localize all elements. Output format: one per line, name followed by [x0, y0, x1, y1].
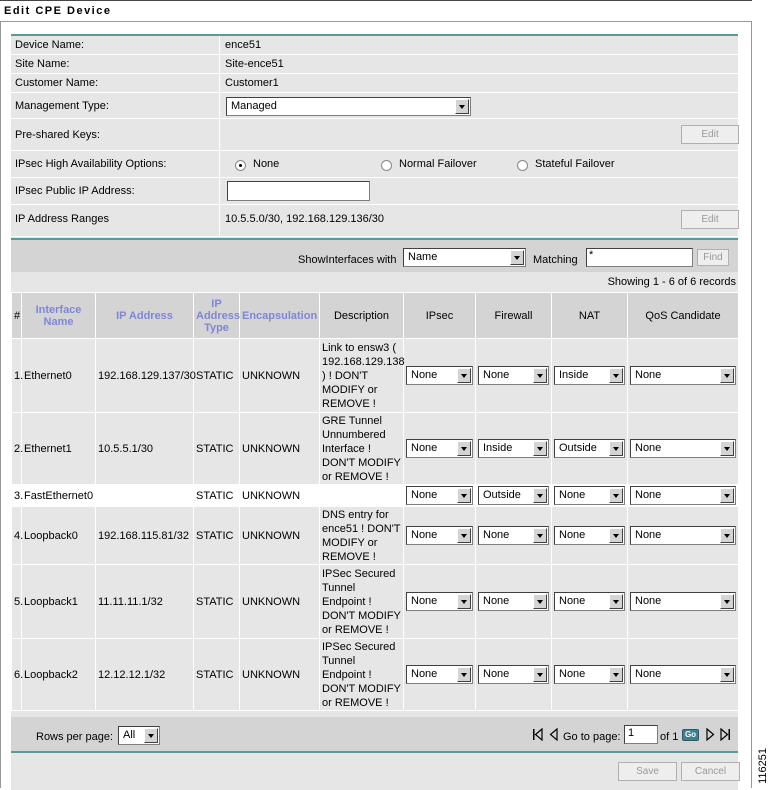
ipsec-value: None: [411, 489, 438, 501]
nat-select[interactable]: [554, 592, 625, 611]
ha-none-label: None: [253, 158, 280, 170]
nat-value: None: [559, 529, 586, 541]
ip-address: 192.168.115.81/32: [96, 507, 194, 565]
qos-value: None: [635, 489, 662, 501]
row-number: 3.: [12, 485, 22, 507]
page-title: Edit CPE Device: [0, 0, 752, 22]
nat-value: None: [559, 668, 586, 680]
qos-value: None: [635, 668, 662, 680]
show-field-value: Name: [408, 251, 438, 263]
edit-form-panel: [11, 34, 738, 788]
firewall-select[interactable]: [478, 665, 549, 684]
firewall-select[interactable]: [478, 439, 549, 458]
description: GRE Tunnel Unnumbered Interface ! DON'T MODIFY or REMOVE !: [320, 413, 404, 485]
qos-select[interactable]: [630, 526, 736, 545]
ipsec-value: None: [411, 442, 438, 454]
go-to-page-label: Go to page:: [563, 731, 621, 743]
chevron-down-icon: [720, 368, 734, 383]
table-row: [12, 485, 739, 507]
description: DNS entry for ence51 ! DON'T MODIFY or REMOVE !: [320, 507, 404, 565]
previous-page-icon[interactable]: [548, 728, 560, 741]
encapsulation: UNKNOWN: [240, 507, 320, 565]
chevron-down-icon: [533, 594, 547, 609]
nat-select[interactable]: [554, 665, 625, 684]
ip-ranges-value: 10.5.5.0/30, 192.168.129.136/30: [225, 213, 385, 225]
row-number: 2.: [12, 413, 22, 485]
chevron-down-icon: [609, 488, 623, 503]
customer-name-value: Customer1: [225, 77, 279, 89]
firewall-cell: [476, 485, 552, 507]
management-type-row: [11, 93, 738, 119]
col-ipsec-header: IPsec: [404, 293, 476, 339]
firewall-value: None: [483, 529, 510, 541]
chevron-down-icon: [609, 528, 623, 543]
qos-value: None: [635, 369, 662, 381]
ipsec-select[interactable]: [406, 665, 473, 684]
show-interfaces-label: ShowInterfaces with: [298, 254, 397, 266]
chevron-down-icon: [533, 488, 547, 503]
firewall-select[interactable]: [478, 526, 549, 545]
rows-per-page-label: Rows per page:: [36, 731, 114, 743]
nat-cell: [552, 565, 628, 639]
chevron-down-icon: [457, 667, 471, 682]
ip-ranges-row: [11, 205, 738, 237]
nat-cell: [552, 413, 628, 485]
cancel-button[interactable]: Cancel: [681, 762, 740, 781]
col-ip-address-header[interactable]: IP Address: [96, 293, 194, 339]
interface-name: Ethernet0: [22, 339, 96, 413]
col-encapsulation-header[interactable]: Encapsulation: [240, 293, 320, 339]
nat-select[interactable]: [554, 439, 625, 458]
description: [320, 485, 404, 507]
figure-id: 116251: [757, 748, 769, 784]
chevron-down-icon: [533, 528, 547, 543]
qos-value: None: [635, 529, 662, 541]
chevron-down-icon: [609, 594, 623, 609]
nat-value: Outside: [559, 442, 597, 454]
first-page-icon[interactable]: [532, 728, 544, 741]
row-number: 1.: [12, 339, 22, 413]
customer-name-label: Customer Name:: [15, 77, 99, 89]
qos-cell: [628, 485, 739, 507]
rows-per-page-value: All: [123, 729, 136, 741]
ipsec-select[interactable]: [406, 526, 473, 545]
table-row: [12, 413, 739, 485]
page-number-input[interactable]: 1: [624, 725, 658, 744]
ip-address: 192.168.129.137/30: [96, 339, 194, 413]
rows-per-page-select[interactable]: [118, 726, 160, 745]
col-firewall-header: Firewall: [476, 293, 552, 339]
ipsec-cell: [404, 485, 476, 507]
ipsec-cell: [404, 507, 476, 565]
records-count: Showing 1 - 6 of 6 records: [11, 272, 738, 292]
interface-name: Loopback0: [22, 507, 96, 565]
chevron-down-icon: [533, 667, 547, 682]
chevron-down-icon: [457, 368, 471, 383]
qos-select[interactable]: [630, 592, 736, 611]
encapsulation: UNKNOWN: [240, 339, 320, 413]
nat-cell: [552, 507, 628, 565]
ha-normal-failover-radio[interactable]: [381, 160, 392, 171]
ipsec-cell: [404, 339, 476, 413]
chevron-down-icon: [720, 594, 734, 609]
nat-cell: [552, 639, 628, 711]
nat-value: Inside: [559, 369, 589, 381]
ipsec-cell: [404, 413, 476, 485]
chevron-down-icon: [144, 728, 158, 743]
firewall-select[interactable]: [478, 592, 549, 611]
firewall-cell: [476, 339, 552, 413]
ip-address-type: STATIC: [194, 339, 240, 413]
nat-select[interactable]: [554, 486, 625, 505]
go-button[interactable]: Go: [682, 729, 699, 741]
last-page-icon[interactable]: [719, 728, 731, 741]
ipsec-ha-label: IPsec High Availability Options:: [15, 158, 167, 170]
chevron-down-icon: [533, 368, 547, 383]
interface-name: Loopback2: [22, 639, 96, 711]
qos-value: None: [635, 595, 662, 607]
description: IPSec Secured Tunnel Endpoint ! DON'T MODIFY or REMOVE !: [320, 565, 404, 639]
chevron-down-icon: [609, 368, 623, 383]
chevron-down-icon: [720, 528, 734, 543]
table-row: [12, 565, 739, 639]
qos-cell: [628, 507, 739, 565]
nat-cell: [552, 339, 628, 413]
ip-address-type: STATIC: [194, 565, 240, 639]
next-page-icon[interactable]: [704, 728, 716, 741]
management-type-select[interactable]: [226, 97, 471, 116]
customer-name-row: [11, 74, 738, 93]
qos-select[interactable]: [630, 486, 736, 505]
chevron-down-icon: [609, 441, 623, 456]
chevron-down-icon: [510, 250, 524, 265]
ipsec-public-ip-label: IPsec Public IP Address:: [15, 185, 135, 197]
firewall-cell: [476, 565, 552, 639]
site-name-label: Site Name:: [15, 58, 70, 70]
col-num-header: #: [12, 293, 22, 339]
nat-select[interactable]: [554, 526, 625, 545]
chevron-down-icon: [720, 488, 734, 503]
col-interface-name-header[interactable]: Interface Name: [22, 293, 96, 339]
col-description-header: Description: [320, 293, 404, 339]
firewall-cell: [476, 413, 552, 485]
ipsec-value: None: [411, 529, 438, 541]
qos-cell: [628, 339, 739, 413]
nat-select[interactable]: [554, 366, 625, 385]
ip-address-type: STATIC: [194, 639, 240, 711]
description: Link to ensw3 ( 192.168.129.138 ) ! DON'T MODIFY or REMOVE !: [320, 339, 404, 413]
ipsec-cell: [404, 639, 476, 711]
preshared-keys-row: [11, 119, 738, 151]
interface-name: Ethernet1: [22, 413, 96, 485]
col-ip-type-header[interactable]: IP Address Type: [194, 293, 240, 339]
table-row: [12, 507, 739, 565]
ipsec-ha-row: [11, 151, 738, 178]
ipsec-select[interactable]: [406, 592, 473, 611]
firewall-select[interactable]: [478, 366, 549, 385]
management-type-value: Managed: [231, 100, 277, 112]
interfaces-section: [11, 238, 738, 756]
qos-select[interactable]: [630, 439, 736, 458]
nat-value: None: [559, 595, 586, 607]
interface-filter-bar: [11, 240, 738, 272]
firewall-value: Inside: [483, 442, 513, 454]
site-name-value: Site-ence51: [225, 58, 284, 70]
ha-normal-failover-label: Normal Failover: [399, 158, 477, 170]
ha-none-radio[interactable]: [235, 160, 246, 171]
table-row: [12, 639, 739, 711]
encapsulation: UNKNOWN: [240, 565, 320, 639]
qos-cell: [628, 565, 739, 639]
ipsec-value: None: [411, 369, 438, 381]
find-button[interactable]: Find: [697, 249, 729, 266]
chevron-down-icon: [457, 488, 471, 503]
qos-select[interactable]: [630, 366, 736, 385]
ipsec-public-ip-input[interactable]: [227, 181, 370, 201]
firewall-cell: [476, 639, 552, 711]
col-qos-header: QoS Candidate: [628, 293, 739, 339]
interfaces-table: [11, 292, 739, 711]
row-number: 5.: [12, 565, 22, 639]
ip-ranges-edit-button[interactable]: Edit: [681, 210, 739, 229]
chevron-down-icon: [720, 667, 734, 682]
row-number: 4.: [12, 507, 22, 565]
ip-address-type: STATIC: [194, 413, 240, 485]
device-name-row: [11, 36, 738, 55]
row-number: 6.: [12, 639, 22, 711]
ipsec-public-ip-row: [11, 178, 738, 205]
ha-stateful-failover-label: Stateful Failover: [535, 158, 615, 170]
preshared-keys-edit-button[interactable]: Edit: [681, 125, 739, 144]
ip-address: 12.12.12.1/32: [96, 639, 194, 711]
save-button[interactable]: Save: [618, 762, 677, 781]
ip-address: 11.11.11.1/32: [96, 565, 194, 639]
ipsec-cell: [404, 565, 476, 639]
ipsec-select[interactable]: [406, 486, 473, 505]
chevron-down-icon: [533, 441, 547, 456]
table-row: [12, 339, 739, 413]
chevron-down-icon: [457, 441, 471, 456]
device-name-value: ence51: [225, 39, 262, 51]
ipsec-value: None: [411, 668, 438, 680]
firewall-value: None: [483, 369, 510, 381]
col-nat-header: NAT: [552, 293, 628, 339]
ipsec-value: None: [411, 595, 438, 607]
ha-stateful-failover-radio[interactable]: [517, 160, 528, 171]
site-name-row: [11, 55, 738, 74]
preshared-keys-label: Pre-shared Keys:: [15, 129, 100, 141]
chevron-down-icon: [457, 594, 471, 609]
chevron-down-icon: [720, 441, 734, 456]
qos-value: None: [635, 442, 662, 454]
interface-name: FastEthernet0: [22, 485, 96, 507]
chevron-down-icon: [457, 528, 471, 543]
matching-label: Matching: [533, 254, 578, 266]
ip-address-type: STATIC: [194, 507, 240, 565]
encapsulation: UNKNOWN: [240, 413, 320, 485]
ip-address: 10.5.5.1/30: [96, 413, 194, 485]
encapsulation: UNKNOWN: [240, 639, 320, 711]
total-pages-label: of 1: [660, 731, 679, 743]
chevron-down-icon: [455, 99, 469, 114]
ipsec-select[interactable]: [406, 439, 473, 458]
encapsulation: UNKNOWN: [240, 485, 320, 507]
device-name-label: Device Name:: [15, 39, 85, 51]
show-field-select[interactable]: [403, 248, 526, 267]
matching-input[interactable]: *: [586, 248, 693, 267]
qos-select[interactable]: [630, 665, 736, 684]
pager-bar: [11, 717, 738, 753]
qos-cell: [628, 413, 739, 485]
firewall-value: Outside: [483, 489, 521, 501]
firewall-select[interactable]: [478, 486, 549, 505]
firewall-value: None: [483, 668, 510, 680]
nat-value: None: [559, 489, 586, 501]
ip-ranges-label: IP Address Ranges: [15, 213, 109, 225]
interface-name: Loopback1: [22, 565, 96, 639]
management-type-label: Management Type:: [15, 100, 109, 112]
firewall-value: None: [483, 595, 510, 607]
firewall-cell: [476, 507, 552, 565]
table-header-row: [12, 293, 739, 339]
qos-cell: [628, 639, 739, 711]
ip-address: [96, 485, 194, 507]
nat-cell: [552, 485, 628, 507]
ipsec-select[interactable]: [406, 366, 473, 385]
chevron-down-icon: [609, 667, 623, 682]
ip-address-type: STATIC: [194, 485, 240, 507]
form-footer: [11, 754, 738, 790]
description: IPSec Secured Tunnel Endpoint ! DON'T MODIFY or REMOVE !: [320, 639, 404, 711]
